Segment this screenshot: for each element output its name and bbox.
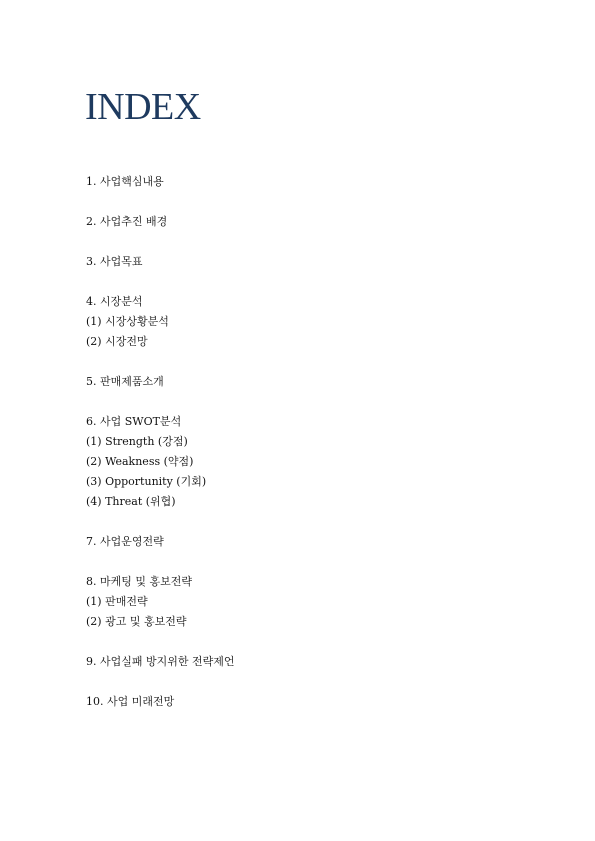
toc-gap (86, 232, 506, 252)
toc-item-9: 9. 사업실패 방지위한 전략제언 (86, 655, 235, 668)
toc-subitem-6-4: (4) Threat (위협) (86, 495, 176, 508)
page-title: INDEX (85, 86, 201, 128)
toc-gap (86, 512, 506, 532)
toc-gap (86, 392, 506, 412)
toc-gap (86, 552, 506, 572)
toc-gap (86, 672, 506, 692)
toc-item-10: 10. 사업 미래전망 (86, 695, 175, 708)
toc-subitem-8-1: (1) 판매전략 (86, 595, 148, 608)
toc-item-4: 4. 시장분석 (86, 295, 143, 308)
toc-subitem-8-2: (2) 광고 및 홍보전략 (86, 615, 187, 628)
toc-subitem-6-3: (3) Opportunity (기회) (86, 475, 207, 488)
toc-gap (86, 632, 506, 652)
toc-subitem-6-2: (2) Weakness (약점) (86, 455, 194, 468)
toc-item-8: 8. 마케팅 및 홍보전략 (86, 575, 192, 588)
toc-subitem-6-1: (1) Strength (강점) (86, 435, 188, 448)
toc-item-7: 7. 사업운영전략 (86, 535, 164, 548)
toc-gap (86, 352, 506, 372)
toc-gap (86, 272, 506, 292)
table-of-contents (86, 172, 506, 712)
toc-subitem-4-2: (2) 시장전망 (86, 335, 148, 348)
toc-subitem-4-1: (1) 시장상황분석 (86, 315, 169, 328)
toc-item-6: 6. 사업 SWOT분석 (86, 415, 182, 428)
toc-gap (86, 192, 506, 212)
toc-item-2: 2. 사업추진 배경 (86, 215, 168, 228)
toc-item-1: 1. 사업핵심내용 (86, 175, 164, 188)
toc-item-3: 3. 사업목표 (86, 255, 143, 268)
toc-item-5: 5. 판매제품소개 (86, 375, 164, 388)
